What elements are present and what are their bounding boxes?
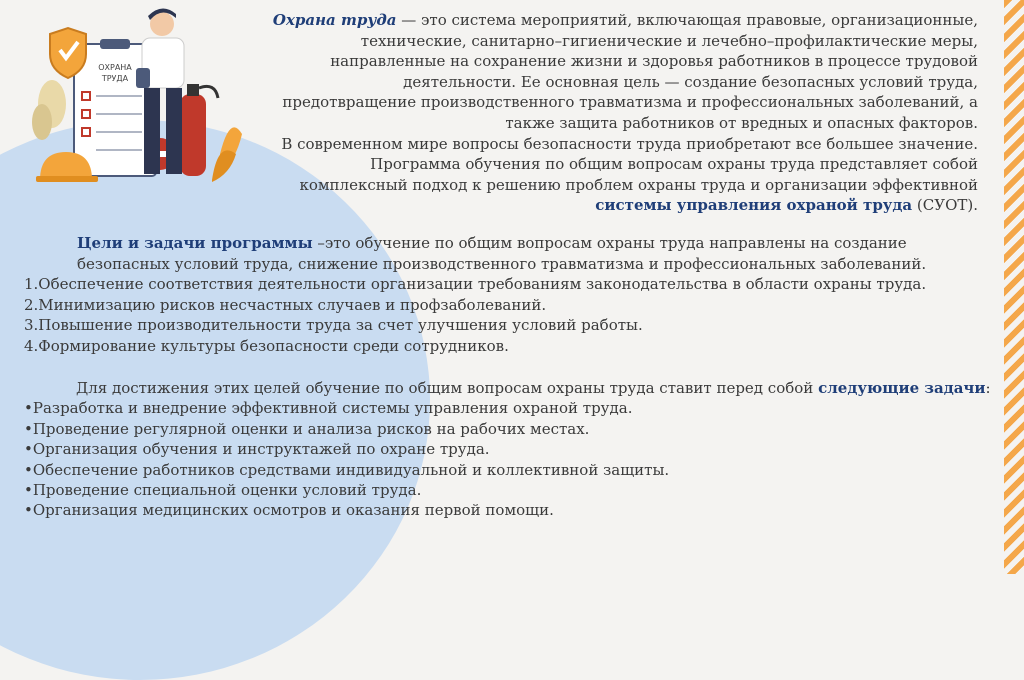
decorative-stripe (1004, 0, 1024, 574)
task-item: •Организация обучения и инструктажей по охране труда. (24, 440, 490, 459)
tasks-section (24, 378, 994, 521)
goals-intro (24, 233, 994, 274)
suot-tail: (СУОТ). (912, 196, 978, 215)
task-item: •Проведение регулярной оценки и анализа рисков на рабочих местах. (24, 419, 590, 438)
tasks-intro-tail: : (985, 379, 991, 397)
goals-text: –это обучение по общим вопросам охраны труда направлены на создание безопасных условий труда, снижение производственного травматизма и профессиональных заболеваний. (77, 234, 927, 273)
checklist-title-1: ОХРАНА (98, 63, 132, 72)
suot-term: системы управления охраной труда (595, 196, 913, 215)
goal-item: 4.Формирование культуры безопасности среди сотрудников. (24, 336, 509, 355)
term-label: Охрана труда (272, 11, 397, 29)
shield-icon (50, 28, 86, 78)
goal-item: 2.Минимизацию рисков несчастных случаев и профзаболеваний. (24, 295, 547, 314)
definition-paragraph (268, 10, 978, 134)
checklist-title-2: ТРУДА (101, 74, 129, 83)
tasks-intro (24, 378, 994, 398)
tasks-intro-bold: следующие задачи (818, 379, 986, 397)
goal-item: 1.Обеспечение соответствия деятельности организации требованиям законодательства в области охраны труда. (24, 275, 927, 294)
goal-item: 3.Повышение производительности труда за счет улучшения условий работы. (24, 316, 643, 335)
modern-paragraph: В современном мире вопросы безопасности труда приобретают все большее значение. (281, 134, 978, 153)
occupational-safety-illustration (30, 4, 245, 184)
program-text: Программа обучения по общим вопросам охраны труда представляет собой комплексный подход к решению проблем охраны труда и организации эффективной (299, 155, 978, 194)
intro-section (268, 10, 978, 216)
task-item: •Проведение специальной оценки условий труда. (24, 481, 422, 500)
goals-heading: Цели и задачи программы (77, 234, 313, 252)
tasks-intro-text: Для достижения этих целей обучение по общим вопросам охраны труда ставит перед собой (76, 379, 819, 397)
task-item: •Обеспечение работников средствами индивидуальной и коллективной защиты. (24, 460, 670, 479)
goals-section (24, 233, 994, 357)
definition-text: — это система мероприятий, включающая правовые, организационные, технические, санитарно–гигиенические и лечебно–профилактические меры, направленные на сохранение жизни и здоровья работников в процессе трудовой деятельности. Ее основная цель — создание безопасных условий труда, предотвращение производственного травматизма и профессиональных заболеваний, а также защита работников от вредных и опасных факторов. (282, 11, 978, 132)
task-item: •Организация медицинских осмотров и оказания первой помощи. (24, 501, 554, 520)
leaves-decoration (212, 127, 242, 182)
task-item: •Разработка и внедрение эффективной системы управления охраной труда. (24, 399, 633, 418)
plant-icon (32, 80, 66, 140)
fire-extinguisher-icon (180, 84, 218, 176)
program-paragraph (268, 154, 978, 216)
